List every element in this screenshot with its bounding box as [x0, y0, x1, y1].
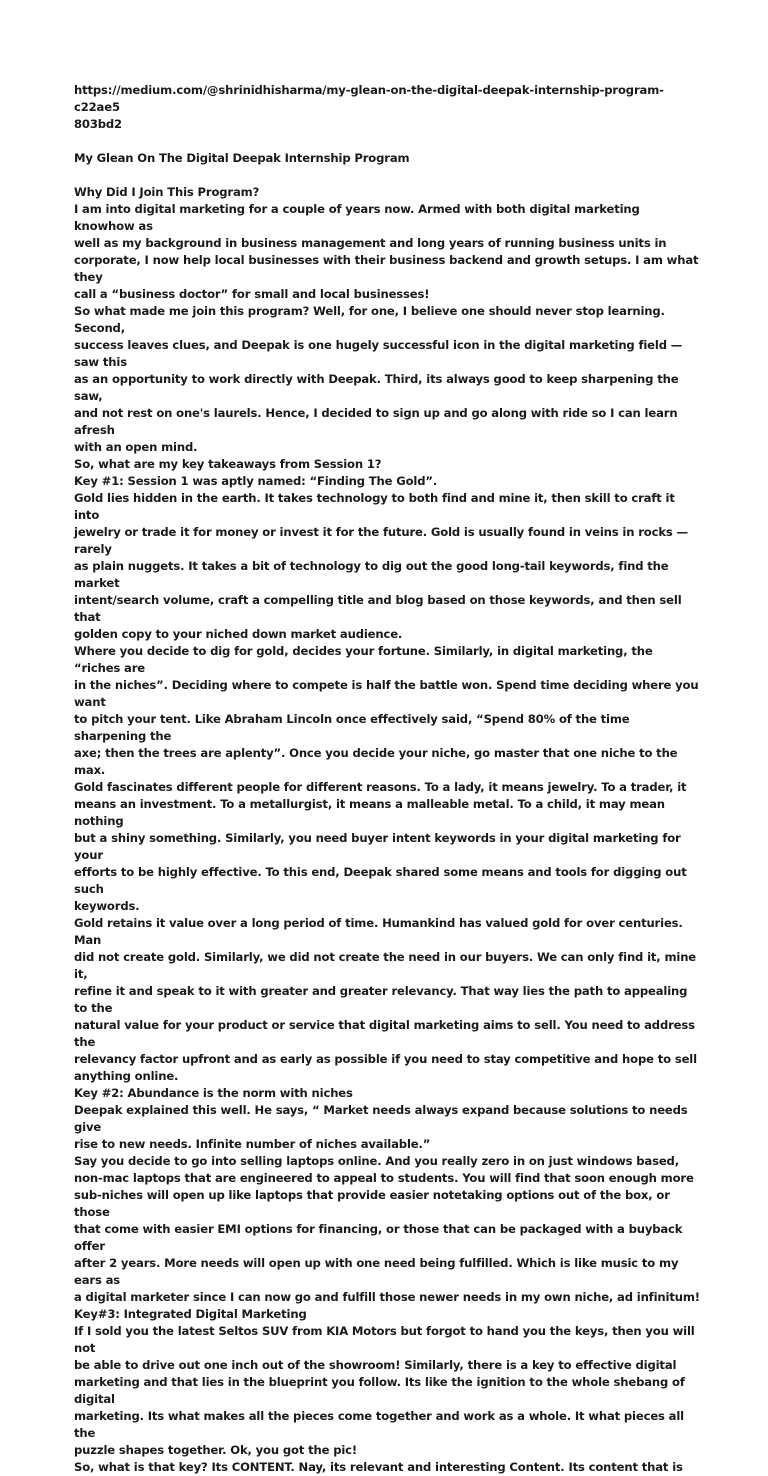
text-line: So, what is that key? Its CONTENT. Nay, its relevant and interesting Content. Its content that is — [74, 1460, 683, 1474]
text-line: Gold retains it value over a long period of time. Humankind has valued gold for over centuries. Man — [74, 916, 687, 947]
text-line: as an opportunity to work directly with Deepak. Third, its always good to keep sharpening the saw, — [74, 372, 683, 403]
text-line: anything online. — [74, 1069, 179, 1083]
text-line: Deepak explained this well. He says, “ Market needs always expand because solutions to needs give — [74, 1103, 692, 1134]
text-line: did not create gold. Similarly, we did not create the need in our buyers. We can only find it, mine it, — [74, 950, 700, 981]
text-line: be able to drive out one inch out of the showroom! Similarly, there is a key to effective digital — [74, 1358, 677, 1372]
text-line: in the niches”. Deciding where to compete is half the battle won. Spend time deciding where you want — [74, 678, 703, 709]
text-line: non-mac laptops that are engineered to appeal to students. You will find that soon enough more — [74, 1171, 694, 1185]
paragraph-9 — [74, 1323, 702, 1459]
text-line: corporate, I now help local businesses with their business backend and growth setups. I am what they — [74, 253, 703, 284]
text-line: puzzle shapes together. Ok, you got the pic! — [74, 1443, 358, 1457]
text-line: a digital marketer since I can now go and fulfill those newer needs in my own niche, ad infinitum! — [74, 1290, 700, 1304]
source-url-line[interactable]: https://medium.com/@shrinidhisharma/my-glean-on-the-digital-deepak-internship-program-c22ae5 — [74, 83, 664, 114]
text-line: means an investment. To a metallurgist, it means a malleable metal. To a child, it may mean nothing — [74, 797, 669, 828]
text-line: with an open mind. — [74, 440, 198, 454]
paragraph-2 — [74, 303, 702, 456]
text-line: rise to new needs. Infinite number of niches available.” — [74, 1137, 431, 1151]
spacer — [74, 133, 702, 150]
paragraph-5 — [74, 779, 702, 915]
text-line: as plain nuggets. It takes a bit of technology to dig out the good long-tail keywords, find the market — [74, 559, 673, 590]
text-line: efforts to be highly effective. To this end, Deepak shared some means and tools for digging out such — [74, 865, 691, 896]
text-line: marketing. Its what makes all the pieces come together and work as a whole. It what pieces all the — [74, 1409, 688, 1440]
text-line: after 2 years. More needs will open up with one need being fulfilled. Which is like music to my ears as — [74, 1256, 683, 1287]
text-line: If I sold you the latest Seltos SUV from KIA Motors but forgot to hand you the keys, then you will not — [74, 1324, 699, 1355]
key-1-heading: Key #1: Session 1 was aptly named: “Finding The Gold”. — [74, 474, 438, 488]
text-line: axe; then the trees are aplenty”. Once you decide your niche, go master that one niche to the max. — [74, 746, 682, 777]
paragraph-8 — [74, 1153, 702, 1306]
text-line: Gold fascinates different people for different reasons. To a lady, it means jewelry. To a trader, it — [74, 780, 687, 794]
text-line: but a shiny something. Similarly, you need buyer intent keywords in your digital marketing for your — [74, 831, 685, 862]
text-line: sub-niches will open up like laptops that provide easier notetaking options out of the box, or those — [74, 1188, 674, 1219]
text-line: marketing and that lies in the blueprint you follow. Its like the ignition to the whole shebang of digital — [74, 1375, 689, 1406]
spacer — [74, 167, 702, 184]
text-line: keywords. — [74, 899, 140, 913]
text-line: call a “business doctor” for small and local businesses! — [74, 287, 430, 301]
text-line: Where you decide to dig for gold, decides your fortune. Similarly, in digital marketing, the “riches are — [74, 644, 657, 675]
source-url-line[interactable]: 803bd2 — [74, 117, 122, 131]
question-takeaways: So, what are my key takeaways from Session 1? — [74, 457, 382, 471]
text-line: jewelry or trade it for money or invest it for the future. Gold is usually found in veins in rocks — rarely — [74, 525, 692, 556]
paragraph-7 — [74, 1102, 702, 1153]
source-url[interactable] — [74, 82, 702, 133]
text-line: that come with easier EMI options for financing, or those that can be packaged with a buyback offer — [74, 1222, 687, 1253]
section-heading-why: Why Did I Join This Program? — [74, 185, 260, 199]
paragraph-3 — [74, 490, 702, 643]
text-line: So what made me join this program? Well, for one, I believe one should never stop learning. Second, — [74, 304, 669, 335]
paragraph-4 — [74, 643, 702, 779]
text-line: golden copy to your niched down market audience. — [74, 627, 403, 641]
key-2-heading: Key #2: Abundance is the norm with niches — [74, 1086, 353, 1100]
text-line: refine it and speak to it with greater and greater relevancy. That way lies the path to appealing to the — [74, 984, 692, 1015]
text-line: and not rest on one's laurels. Hence, I decided to sign up and go along with ride so I can learn afresh — [74, 406, 682, 437]
text-line: relevancy factor upfront and as early as possible if you need to stay competitive and hope to sell — [74, 1052, 697, 1066]
document-title: My Glean On The Digital Deepak Internship Program — [74, 151, 410, 165]
text-line: natural value for your product or service that digital marketing aims to sell. You need to address the — [74, 1018, 699, 1049]
text-line: Say you decide to go into selling laptops online. And you really zero in on just windows based, — [74, 1154, 679, 1168]
text-line: intent/search volume, craft a compelling title and blog based on those keywords, and then sell that — [74, 593, 686, 624]
text-line: success leaves clues, and Deepak is one hugely successful icon in the digital marketing field — saw this — [74, 338, 687, 369]
text-line: Gold lies hidden in the earth. It takes technology to both find and mine it, then skill to craft it into — [74, 491, 679, 522]
key-3-heading: Key#3: Integrated Digital Marketing — [74, 1307, 307, 1321]
text-line: well as my background in business management and long years of running business units in — [74, 236, 667, 250]
text-line: I am into digital marketing for a couple of years now. Armed with both digital marketing knowhow as — [74, 202, 644, 233]
paragraph-10 — [74, 1459, 702, 1476]
paragraph-1 — [74, 201, 702, 303]
text-line: to pitch your tent. Like Abraham Lincoln once effectively said, “Spend 80% of the time sharpening the — [74, 712, 634, 743]
paragraph-6 — [74, 915, 702, 1085]
